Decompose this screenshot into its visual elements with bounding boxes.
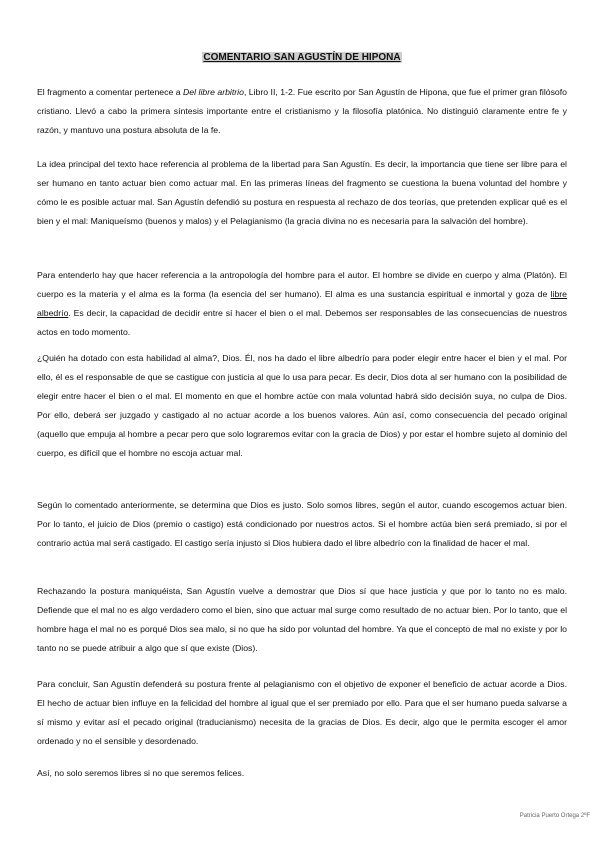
paragraph-conclusion: Para concluir, San Agustín defenderá su postura frente al pelagianismo con el objetivo de exponer el beneficio de actuar acorde a Dios. El hecho de actuar bien influye en la felicidad del hombre al igual que el ser premiado por ello. Para que el ser humano pueda salvarse a sí mismo y evitar así el pecado original (traducianismo) necesita de la gracias de Dios. Es decir, algo que le permita escoger el amor ordenado y no el sensible y desordenado. (37, 679, 567, 747)
term-libre-albedrio: libre albedrío (37, 289, 567, 319)
paragraph-anthropology-text-a: Para entenderlo hay que hacer referencia a la antropología del hombre para el autor. El hombre se divide en cuerpo y alma (Platón). El cuerpo es la materia y el alma es la forma (la esencia del ser humano). El alma es una sustancia espiritual e inmortal y goza de (37, 270, 567, 300)
paragraph-intro-text-a: El fragmento a comentar pertenece a (37, 87, 184, 97)
paragraph-justice: Según lo comentado anteriormente, se determina que Dios es justo. Solo somos libres, según el autor, cuando escogemos actuar bien. Por lo tanto, el juicio de Dios (premio o castigo) está condicionado por nuestros actos. Si el hombre actúa bien será premiado, si por el contrario actúa mal será castigado. El castigo sería injusto si Dios hubiera dado el libre albedrío con la finalidad de hacer el mal. (37, 500, 567, 549)
footer-author: Patricia Puerto Ortega 2ºF (519, 813, 590, 819)
paragraph-intro (37, 83, 567, 140)
work-title: Del libre arbitrio (183, 87, 244, 97)
paragraph-main-idea: La idea principal del texto hace referencia al problema de la libertad para San Agustín. Es decir, la importancia que tiene ser libre para el ser humano en tanto actuar bien como actuar mal. En las primeras líneas del fragmento se cuestiona la buena voluntad del hombre y cómo le es posible actuar mal. San Agustín defendió su postura en respuesta al rechazo de dos teorías, que pretenden explicar qué es el bien y el mal: Maniqueísmo (buenos y malos) y el Pelagianismo (la gracia divina no es necesaria para la salvación del hombre). (37, 159, 567, 227)
paragraph-intro-text-b: , Libro II, 1-2. Fue escrito por San Agustín de Hipona, que fue el primer gran filósofo cristiano. Llevó a cabo la primera síntesis importante entre el cristianismo y la filosofía platónica. No distinguió claramente entre fe y razón, y mantuvo una postura absoluta de la fe. (37, 87, 567, 136)
document-title (37, 52, 567, 63)
paragraph-god-gift: ¿Quién ha dotado con esta habilidad al alma?, Dios. Él, nos ha dado el libre albedrío para poder elegir entre hacer el bien y el mal. Por ello, él es el responsable de que se castigue con justicia al que lo usa para pecar. Es decir, Dios dota al ser humano con la posibilidad de elegir entre hacer el bien o el mal. El momento en que el hombre actúe con mala voluntad habrá sido decisión suya, no culpa de Dios. Por ello, deberá ser juzgado y castigado al no actuar acorde a los buenos valores. Aún así, como consecuencia del pecado original (aquello que empuja al hombre a pecar pero que solo lograremos evitar con la gracia de Dios) y por estar el hombre sujeto al dominio del cuerpo, es difícil que el hombre no escoja actuar mal. (37, 353, 567, 459)
paragraph-manichaeism: Rechazando la postura maniquéista, San Agustín vuelve a demostrar que Dios sí que hace justicia y que por lo tanto no es malo. Defiende que el mal no es algo verdadero como el bien, sino que actuar mal surge como resultado de no actuar bien. Por lo tanto, que el hombre haga el mal no es porqué Dios sea malo, si no que ha sido por voluntad del hombre. Ya que el concepto de mal no existe y por lo tanto no se puede atribuir a algo que sí que existe (Dios). (37, 586, 567, 654)
paragraph-anthropology (37, 266, 567, 342)
paragraph-anthropology-text-b: . Es decir, la capacidad de decidir entre sí hacer el bien o el mal. Debemos ser responsables de las consecuencias de nuestros actos en todo momento. (37, 308, 567, 338)
document-title-text: COMENTARIO SAN AGUSTÍN DE HIPONA (203, 52, 401, 63)
paragraph-final: Así, no solo seremos libres si no que seremos felices. (37, 768, 245, 778)
